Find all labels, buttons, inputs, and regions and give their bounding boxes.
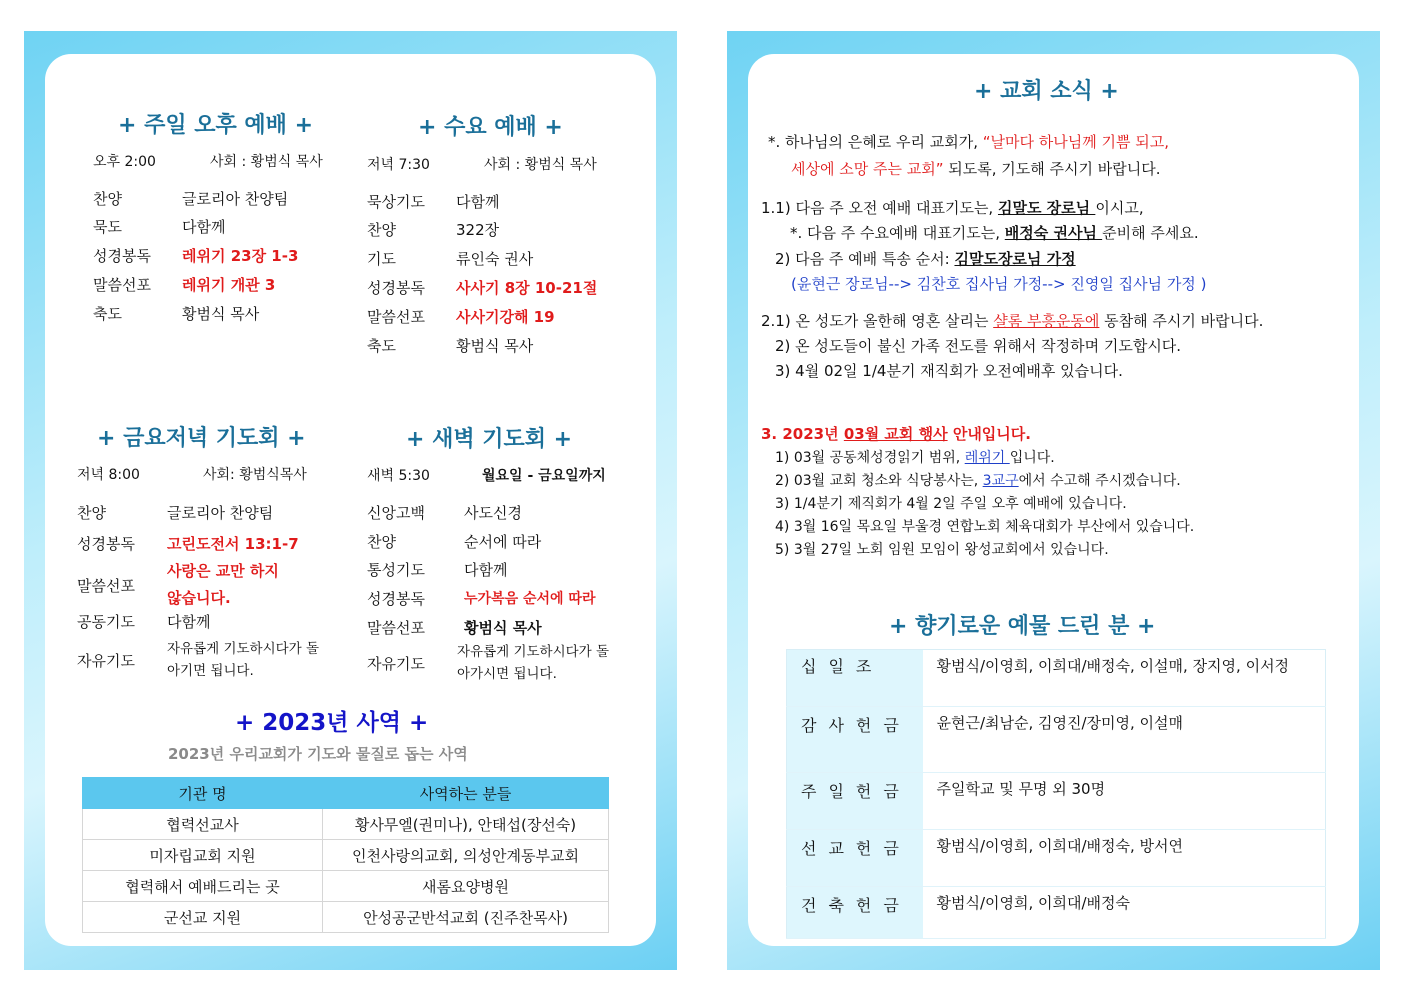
news-name: 김말도장로님 가정 [954, 250, 1076, 268]
friday-row [77, 638, 327, 682]
sunday-row [93, 303, 259, 324]
wednesday-time: 저녁 7:30 [367, 157, 430, 173]
event-text: 에서 수고해 주시겠습니다. [1018, 473, 1181, 489]
offering-value: 주일학교 및 무명 외 30명 [923, 773, 1326, 830]
news-name: 배정숙 권사님 [1004, 224, 1103, 242]
news-intro-line1 [768, 131, 1169, 152]
sunday-row [93, 216, 225, 237]
row-value: 자유롭게 기도하시다가 돌아가시면 됩니다. [457, 644, 610, 682]
row-label: 축도 [93, 305, 122, 323]
row-value: 다함께 [182, 218, 226, 236]
row-value: 다함께 [167, 613, 211, 631]
dawn-row [367, 617, 542, 638]
news-text: 1.1) 다음 주 오전 예배 대표기도는, [761, 199, 998, 217]
row-value: 누가복음 순서에 따라 [464, 591, 596, 607]
news-intro-red2: 세상에 소망 주는 교회” [791, 160, 944, 178]
wednesday-host: 사회 : 황범식 목사 [484, 157, 597, 173]
table-cell: 안성공군반석교회 (진주찬목사) [323, 902, 609, 933]
row-label: 말씀선포 [367, 619, 425, 637]
dawn-time: 새벽 5:30 [367, 468, 430, 484]
sunday-row [93, 188, 288, 209]
table-header-row [83, 778, 609, 809]
row-label: 말씀선포 [77, 576, 135, 595]
left-page [24, 31, 677, 970]
row-label: 성경봉독 [367, 279, 425, 297]
row-label: 성경봉독 [367, 590, 425, 608]
row-label: 자유기도 [367, 654, 425, 673]
news-text: 이시고, [1095, 199, 1144, 217]
table-row [83, 809, 609, 840]
sunday-host: 사회 : 황범식 목사 [210, 154, 323, 170]
news-text: 3. 2023년 [761, 425, 844, 443]
sunday-row [93, 245, 298, 266]
news-item-1-1b [790, 222, 1199, 243]
wednesday-row [367, 306, 555, 327]
wednesday-row [367, 248, 533, 269]
table-header-cell: 기관 명 [83, 778, 323, 809]
row-label: 기도 [367, 250, 396, 268]
news-text: 안내입니다. [947, 425, 1031, 443]
offering-value: 황범식/이영희, 이희대/배정숙, 이설매, 장지영, 이서정 [923, 650, 1326, 707]
news-item-2-order: (윤현근 장로님--> 김찬호 집사님 가정--> 진영일 집사님 가정 ) [791, 275, 1207, 293]
row-value: 글로리아 찬양팀 [182, 190, 289, 208]
offering-label: 감사헌금 [787, 707, 923, 773]
event-3: 3) 1/4분기 제직회가 4월 2일 주일 오후 예배에 있습니다. [775, 496, 1127, 512]
table-cell: 새롬요양병원 [323, 871, 609, 902]
row-value: 사사기강해 19 [456, 308, 555, 326]
event-2 [775, 470, 1181, 490]
dawn-host: 월요일 - 금요일까지 [482, 468, 606, 484]
row-value: 순서에 따라 [464, 533, 542, 551]
table-cell: 황사무엘(권미나), 안태섭(장선숙) [323, 809, 609, 840]
news-intro-suffix: 되도록, 기도해 주시기 바랍니다. [943, 160, 1161, 178]
row-label: 묵도 [93, 218, 122, 236]
row-value: 황범식 목사 [464, 619, 542, 637]
news-item-2-2: 2) 온 성도들이 불신 가족 전도를 위해서 작정하며 기도합시다. [775, 337, 1182, 355]
news-item-1-1 [761, 197, 1144, 218]
friday-title: + 금요저녁 기도회 + [97, 426, 306, 451]
event-4: 4) 3월 16일 목요일 부울경 연합노회 체육대회가 부산에서 있습니다. [775, 519, 1195, 535]
table-cell: 군선교 지원 [83, 902, 323, 933]
row-value: 황범식 목사 [182, 305, 260, 323]
news-highlight: 03월 교회 행사 [843, 425, 948, 443]
news-item-3 [761, 423, 1031, 444]
ministry-table [82, 777, 609, 933]
offering-value: 황범식/이영희, 이희대/배정숙, 방서연 [923, 830, 1326, 887]
right-card [748, 54, 1359, 946]
wednesday-row [367, 219, 499, 240]
sunday-time: 오후 2:00 [93, 154, 156, 170]
row-label: 찬양 [367, 533, 396, 551]
offering-label: 십일조 [787, 650, 923, 707]
table-row [787, 887, 1326, 939]
news-item-2 [775, 248, 1076, 269]
news-text: 2.1) 온 성도가 올한해 영혼 살리는 [761, 312, 994, 330]
dawn-row [367, 641, 617, 685]
event-text: 입니다. [1009, 450, 1055, 466]
friday-host: 사회: 황범식목사 [203, 467, 307, 483]
table-row [787, 773, 1326, 830]
offering-label: 건축헌금 [787, 887, 923, 939]
friday-row [77, 533, 299, 554]
offering-table [786, 649, 1326, 939]
row-value: 류인숙 권사 [456, 250, 534, 268]
news-intro-line2 [791, 158, 1160, 179]
right-page [727, 31, 1380, 970]
row-label: 성경봉독 [93, 247, 151, 265]
news-name: 김말도 장로님 [997, 199, 1096, 217]
row-label: 말씀선포 [367, 308, 425, 326]
offering-value: 윤현근/최남순, 김영진/장미영, 이설매 [923, 707, 1326, 773]
row-value: 322장 [456, 221, 500, 239]
news-intro-red1: “날마다 하나님께 기쁨 되고, [982, 133, 1169, 151]
table-cell: 협력선교사 [83, 809, 323, 840]
left-card [45, 54, 656, 946]
table-row [787, 707, 1326, 773]
row-label: 성경봉독 [77, 535, 135, 553]
row-label: 찬양 [93, 190, 122, 208]
friday-row [77, 611, 210, 632]
wednesday-row [367, 335, 533, 356]
news-item-2-1 [761, 310, 1263, 331]
table-cell: 인천사랑의교회, 의성안계동부교회 [323, 840, 609, 871]
event-link[interactable]: 레위기 [964, 450, 1010, 466]
news-intro-prefix: *. 하나님의 은혜로 우리 교회가, [768, 133, 983, 151]
ministry-subtitle: 2023년 우리교회가 기도와 물질로 돕는 사역 [168, 745, 468, 763]
ministry-title: + 2023년 사역 + [235, 710, 429, 736]
table-header-cell: 사역하는 분들 [323, 778, 609, 809]
row-label: 축도 [367, 337, 396, 355]
offering-title: + 향기로운 예물 드린 분 + [889, 614, 1156, 639]
news-text: *. 다음 주 수요예배 대표기도는, [790, 224, 1005, 242]
event-5: 5) 3월 27일 노회 임원 모임이 왕성교회에서 있습니다. [775, 542, 1109, 558]
friday-row [77, 502, 273, 523]
table-row [83, 871, 609, 902]
wednesday-row [367, 277, 597, 298]
row-value: 레위기 개관 3 [182, 276, 276, 294]
table-cell: 협력해서 예배드리는 곳 [83, 871, 323, 902]
offering-label: 선교헌금 [787, 830, 923, 887]
sunday-row [93, 274, 275, 295]
dawn-title: + 새벽 기도회 + [406, 427, 573, 452]
row-value: 레위기 23장 1-3 [182, 247, 299, 265]
dawn-row [367, 588, 595, 609]
news-text: 2) 다음 주 예배 특송 순서: [775, 250, 955, 268]
row-value: 사사기 8장 10-21절 [456, 279, 598, 297]
row-label: 찬양 [77, 504, 106, 522]
sunday-title: + 주일 오후 예배 + [118, 113, 314, 138]
row-label: 묵상기도 [367, 193, 425, 211]
news-item-2-3: 3) 4월 02일 1/4분기 재직회가 오전예배후 있습니다. [775, 362, 1123, 380]
news-highlight: 샬롬 부흥운동에 [993, 312, 1100, 330]
row-value: 글로리아 찬양팀 [167, 504, 274, 522]
event-text: 2) 03월 교회 청소와 식당봉사는, [775, 473, 983, 489]
row-value: 다함께 [456, 193, 500, 211]
row-label: 찬양 [367, 221, 396, 239]
offering-label: 주일헌금 [787, 773, 923, 830]
offering-value: 황범식/이영희, 이희대/배정숙 [923, 887, 1326, 939]
row-label: 공동기도 [77, 613, 135, 631]
table-row [83, 840, 609, 871]
event-1 [775, 447, 1055, 467]
table-row [787, 650, 1326, 707]
table-cell: 미자립교회 지원 [83, 840, 323, 871]
friday-time: 저녁 8:00 [77, 467, 140, 483]
news-text: 준비해 주세요. [1102, 224, 1199, 242]
row-label: 통성기도 [367, 561, 425, 579]
row-value: 황범식 목사 [456, 337, 534, 355]
news-text: 동참해 주시기 바랍니다. [1099, 312, 1264, 330]
row-value: 사랑은 교만 하지 않습니다. [167, 562, 279, 607]
row-label: 자유기도 [77, 651, 135, 670]
row-value: 고린도전서 13:1-7 [167, 535, 299, 553]
row-label: 신앙고백 [367, 504, 425, 522]
news-title: + 교회 소식 + [974, 79, 1119, 104]
event-text: 1) 03월 공동체성경읽기 범위, [775, 450, 965, 466]
wednesday-row [367, 191, 499, 212]
row-value: 사도신경 [464, 504, 522, 522]
row-value: 자유롭게 기도하시다가 돌아기면 됩니다. [167, 641, 320, 679]
friday-row [77, 558, 297, 612]
table-row [83, 902, 609, 933]
table-row [787, 830, 1326, 887]
dawn-row [367, 502, 522, 523]
row-value: 다함께 [464, 561, 508, 579]
dawn-row [367, 559, 507, 580]
wednesday-title: + 수요 예배 + [418, 115, 563, 140]
row-label: 말씀선포 [93, 276, 151, 294]
dawn-row [367, 531, 541, 552]
event-link[interactable]: 3교구 [982, 473, 1019, 489]
